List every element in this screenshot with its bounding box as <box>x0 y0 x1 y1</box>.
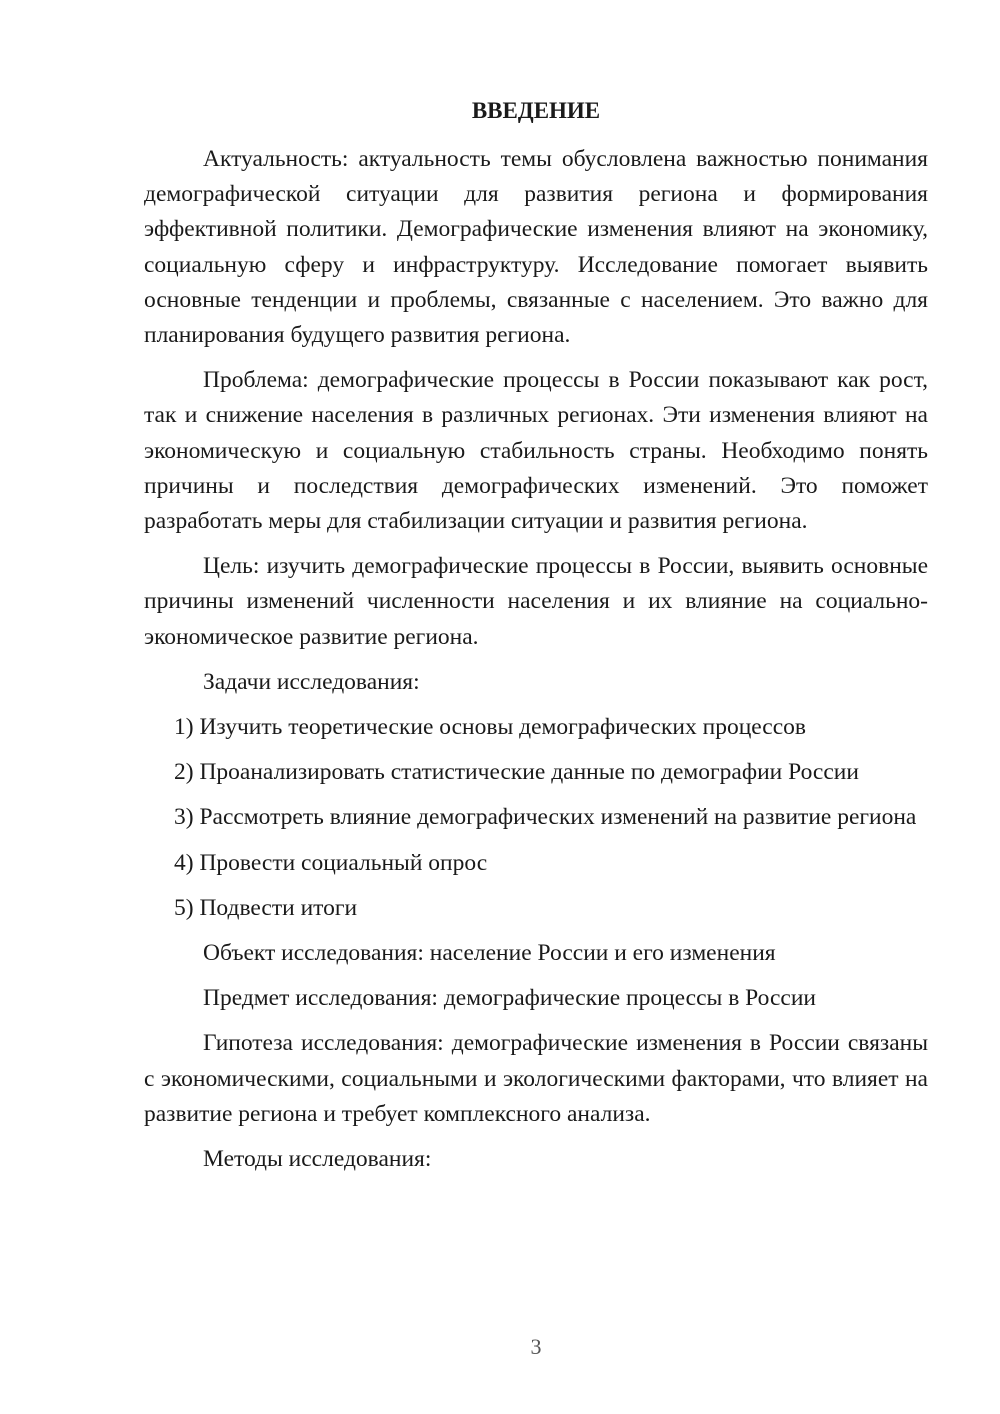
task-item: 2) Проанализировать статистические данные по демографии России <box>174 759 859 786</box>
task-item: 1) Изучить теоретические основы демографических процессов <box>174 714 806 741</box>
section-heading: ВВЕДЕНИЕ <box>471 98 601 123</box>
goal-paragraph: Цель: изучить демографические процессы в России, выявить основные причины изменений численности населения и их влияние на социально-экономическое развитие региона. <box>144 553 928 650</box>
task-item: 3) Рассмотреть влияние демографических изменений на развитие региона <box>174 804 917 831</box>
methods-paragraph: Методы исследования: <box>203 1146 432 1173</box>
task-item: 4) Провести социальный опрос <box>174 849 488 876</box>
object-paragraph: Объект исследования: население России и его изменения <box>203 940 776 967</box>
document-body <box>144 142 928 1177</box>
subject-paragraph: Предмет исследования: демографические процессы в России <box>203 985 817 1012</box>
hypothesis-paragraph: Гипотеза исследования: демографические изменения в России связаны с экономическими, социальными и экологическими факторами, что влияет на развитие региона и требует комплексного анализа. <box>144 1030 928 1127</box>
task-item: 5) Подвести итоги <box>174 894 358 921</box>
tasks-intro: Задачи исследования: <box>203 668 420 695</box>
page-number: 3 <box>530 1334 542 1359</box>
problem-paragraph: Проблема: демографические процессы в России показывают как рост, так и снижение населения в различных регионах. Эти изменения влияют на экономическую и социальную стабильность страны. Необходимо понять причины и последствия демографических изменений. Это поможет разработать меры для стабилизации ситуации и развития региона. <box>144 367 928 535</box>
relevance-paragraph: Актуальность: актуальность темы обусловлена важностью понимания демографической ситуации для развития региона и формирования эффективной политики. Демографические изменения влияют на экономику, социальную сферу и инфраструктуру. Исследование помогает выявить основные тенденции и проблемы, связанные с населением. Это важно для планирования будущего развития региона. <box>144 146 928 349</box>
